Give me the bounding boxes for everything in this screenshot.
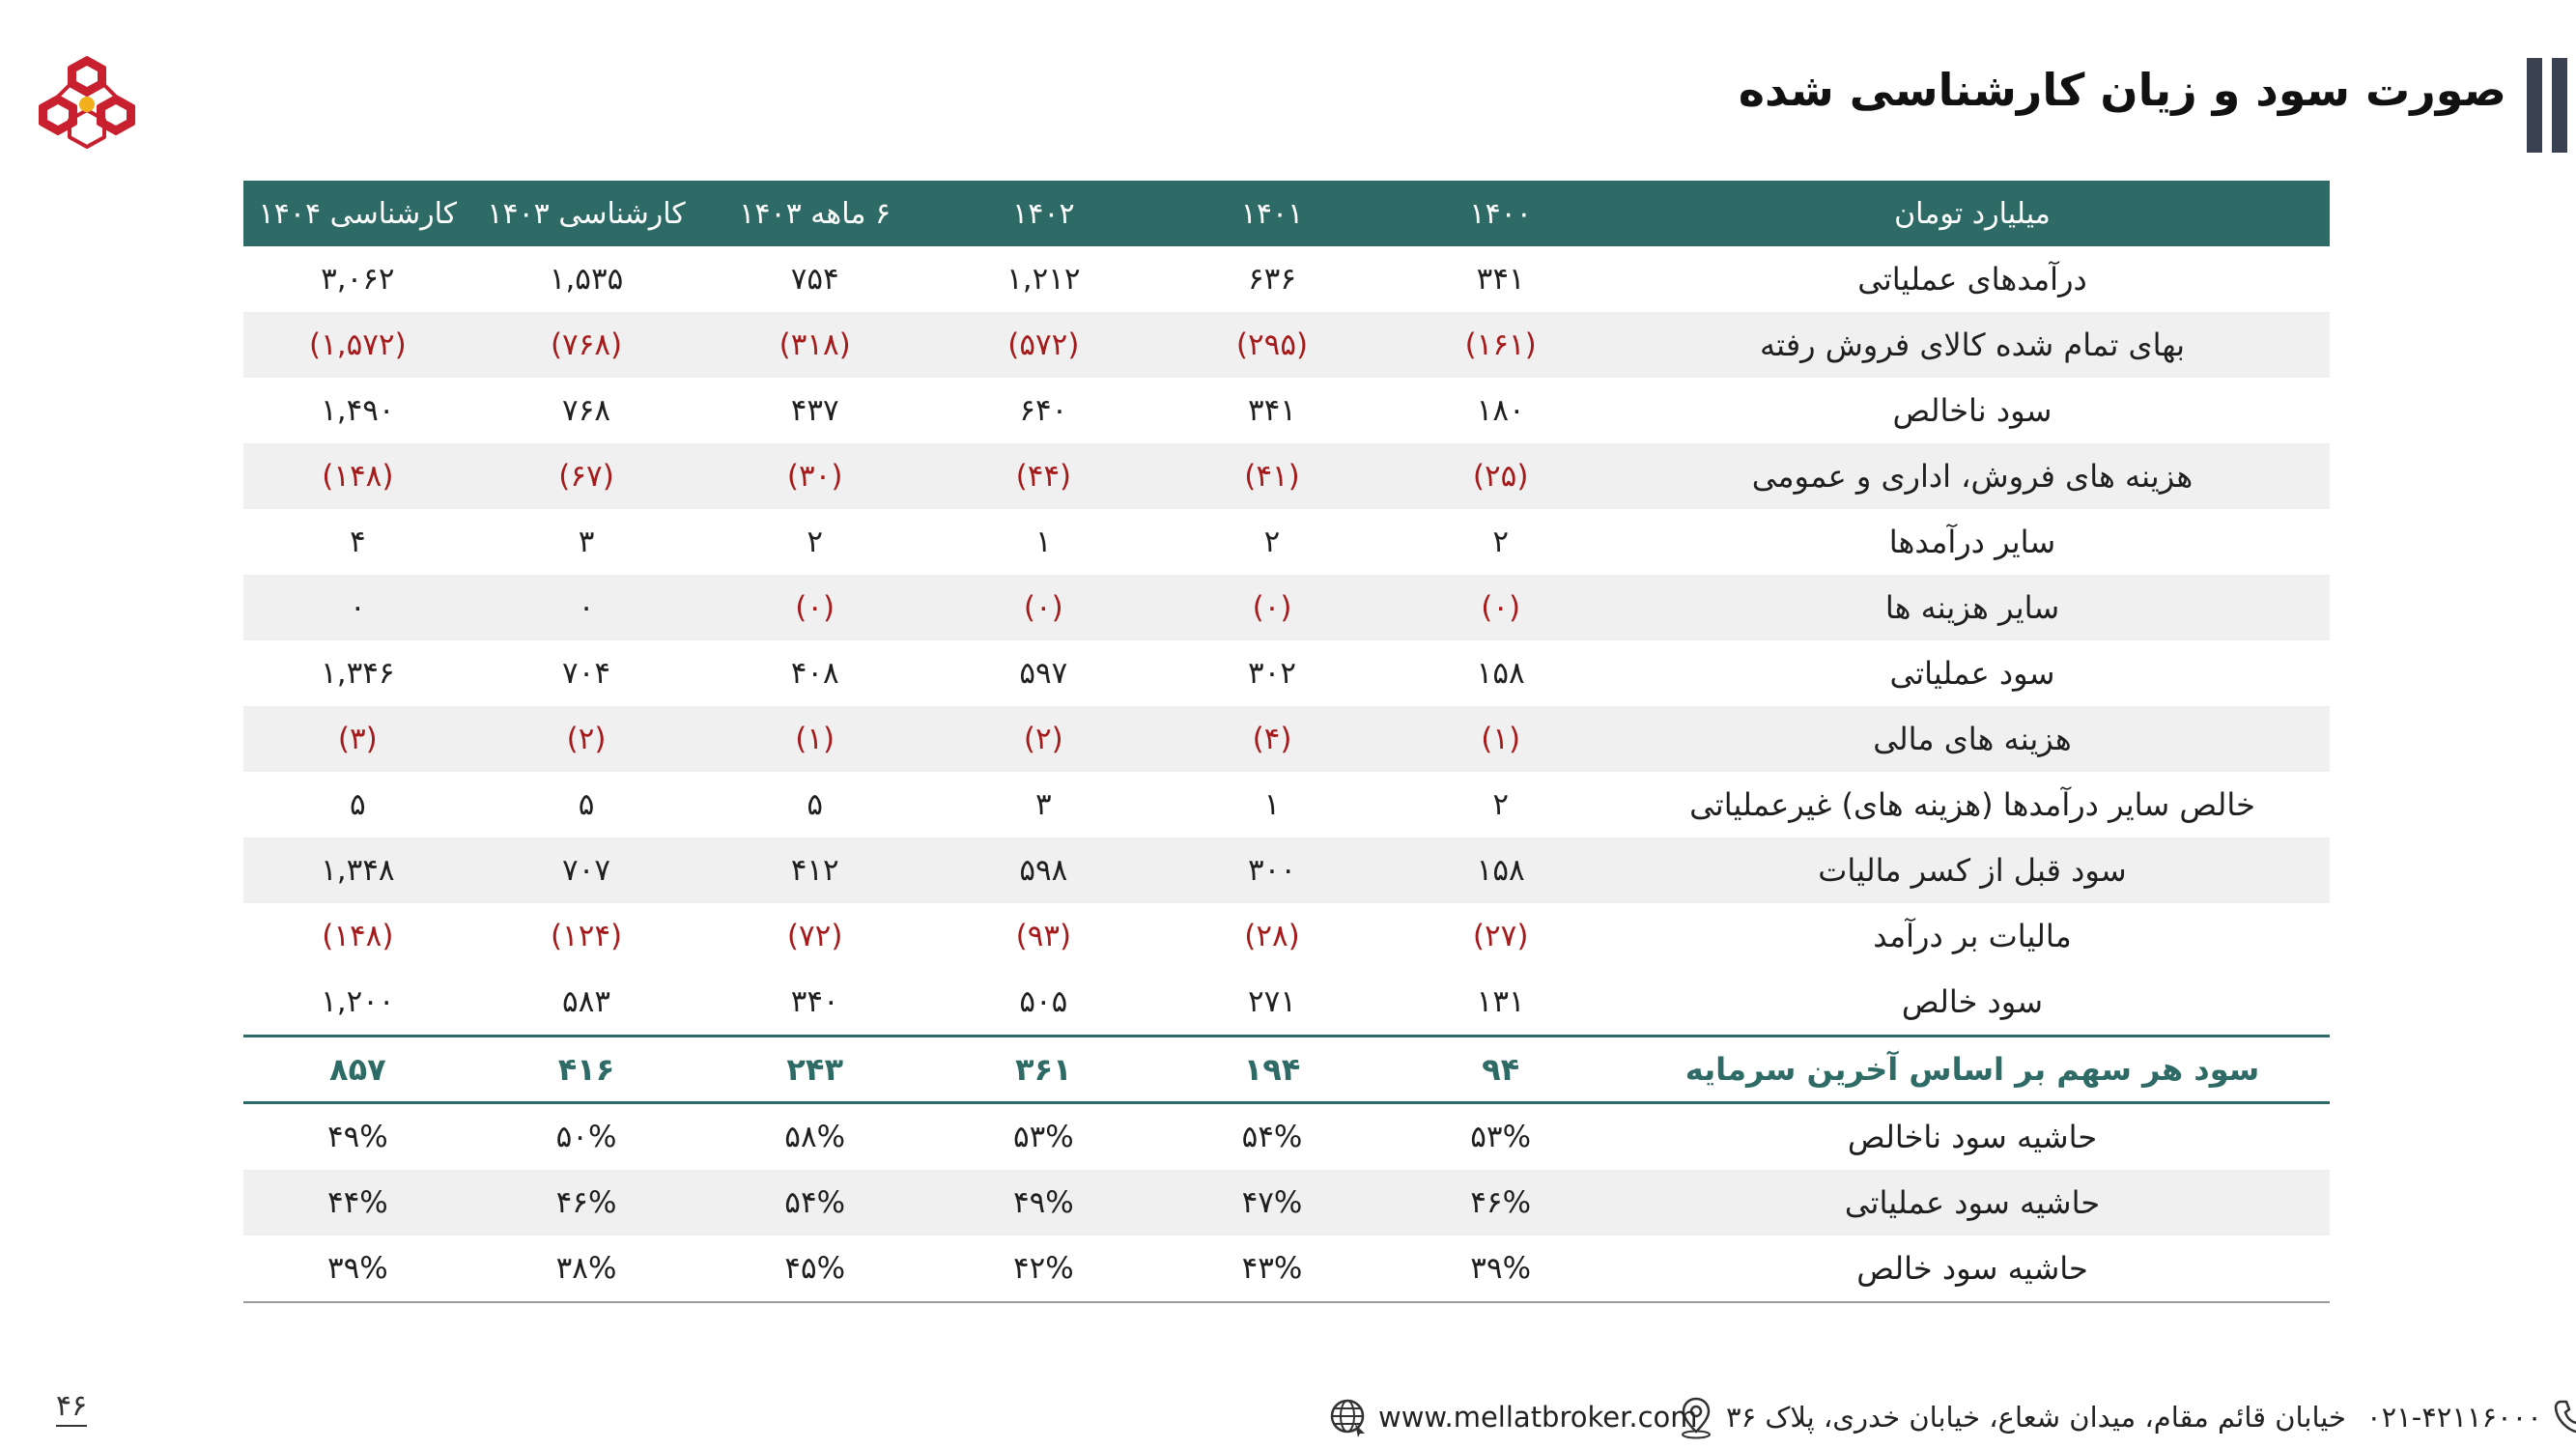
table-cell: (۰) <box>1386 575 1615 640</box>
table-cell: ۵۴% <box>700 1170 929 1236</box>
phone-number: ۰۲۱-۴۲۱۱۶۰۰۰ <box>2366 1401 2542 1434</box>
table-cell: ۴۶% <box>472 1170 701 1236</box>
table-cell: (۰) <box>700 575 929 640</box>
table-cell: (۰) <box>1158 575 1387 640</box>
footer-phone <box>2366 1393 2576 1441</box>
accent-bar <box>2552 58 2567 153</box>
table-cell: ۴۹% <box>929 1170 1158 1236</box>
table-cell: (۰) <box>929 575 1158 640</box>
table-cell: ۵ <box>807 787 824 822</box>
table-cell: ۴۶% <box>1386 1170 1615 1236</box>
table-cell: ۵۹۸ <box>929 838 1158 903</box>
table-cell: (۱,۵۷۲) <box>243 312 472 378</box>
column-header: میلیارد تومان <box>1615 181 2330 246</box>
table-row <box>243 903 2330 969</box>
table-cell: (۷۶۸) <box>472 312 701 378</box>
table-row <box>243 312 2330 378</box>
table-cell: ۵۴% <box>1241 1120 1303 1154</box>
column-header: ۱۴۰۲ <box>929 181 1158 246</box>
footer-address <box>1676 1393 2346 1441</box>
table-row <box>243 838 2330 903</box>
table-cell: (۳) <box>243 706 472 772</box>
table-cell: ۲۴۳ <box>700 1037 929 1103</box>
table-cell: ۵۳% <box>1470 1120 1532 1154</box>
table-cell: ۵۹۷ <box>1019 656 1068 691</box>
row-label: سود قبل از کسر مالیات <box>1615 838 2330 903</box>
table-cell: ۵ <box>578 787 595 822</box>
table-cell: ۹۴ <box>1386 1037 1615 1103</box>
table-cell: (۱۲۴) <box>550 919 623 953</box>
table-cell: ۳۴۰ <box>790 984 839 1019</box>
row-label: سایر درآمدها <box>1888 524 2056 560</box>
table-cell: ۱,۳۴۸ <box>243 838 472 903</box>
table-cell: ۴۱۶ <box>472 1037 701 1103</box>
table-cell: ۱,۳۴۶ <box>321 656 395 691</box>
table-cell: ۱۵۸ <box>1386 838 1615 903</box>
row-label: سود هر سهم بر اساس آخرین سرمایه <box>1615 1037 2330 1103</box>
table-cell: (۴۴) <box>929 443 1158 509</box>
table-cell: (۴۱) <box>1158 443 1387 509</box>
page-title: صورت سود و زیان کارشناسی شده <box>1738 64 2506 116</box>
table-row <box>243 509 2330 575</box>
table-cell: ۷۵۴ <box>790 262 839 297</box>
table-cell: ۵ <box>350 787 366 822</box>
table-cell: (۹۳) <box>1015 919 1072 953</box>
table-cell: ۰ <box>243 575 472 640</box>
phone-icon <box>2552 1398 2576 1436</box>
table-row <box>243 640 2330 706</box>
row-label: بهای تمام شده کالای فروش رفته <box>1615 312 2330 378</box>
column-header: ۶ ماهه ۱۴۰۳ <box>700 181 929 246</box>
column-header: ۱۴۰۰ <box>1386 181 1615 246</box>
table-cell: ۴۰۸ <box>790 656 839 691</box>
row-label: حاشیه سود عملیاتی <box>1615 1170 2330 1236</box>
table-cell: ۶۴۰ <box>1019 393 1068 428</box>
row-label: سود عملیاتی <box>1889 655 2055 692</box>
table-cell: (۵۷۲) <box>929 312 1158 378</box>
table-cell: ۷۰۷ <box>472 838 701 903</box>
table-cell: (۲۵) <box>1386 443 1615 509</box>
table-cell: ۳۹% <box>243 1236 472 1302</box>
table-cell: ۶۳۶ <box>1248 262 1296 297</box>
table-cell: (۷۲) <box>786 919 843 953</box>
table-cell: (۲۸) <box>1244 919 1300 953</box>
table-cell: (۶۷) <box>472 443 701 509</box>
column-header: کارشناسی ۱۴۰۴ <box>243 181 472 246</box>
table-cell: ۳ <box>578 525 595 559</box>
broker-logo <box>37 50 137 151</box>
table-row <box>243 969 2330 1037</box>
row-label: حاشیه سود خالص <box>1615 1236 2330 1302</box>
table-cell: (۴) <box>1158 706 1387 772</box>
table-cell: (۲۷) <box>1472 919 1529 953</box>
table-cell: ۳۴۱ <box>1248 393 1296 428</box>
accent-bar <box>2527 58 2542 153</box>
table-cell: (۲) <box>929 706 1158 772</box>
table-cell: ۱ <box>1263 787 1281 822</box>
table-row <box>243 443 2330 509</box>
table-cell: (۲) <box>472 706 701 772</box>
page-number: ۴۶ <box>56 1389 87 1427</box>
table-cell: ۳۰۲ <box>1248 656 1296 691</box>
row-label: درآمدهای عملیاتی <box>1857 261 2087 298</box>
table-cell: ۳۴۱ <box>1476 262 1525 297</box>
table-cell: ۱۳۱ <box>1476 984 1525 1019</box>
table-cell: ۴۳% <box>1158 1236 1387 1302</box>
table-cell: ۵۰% <box>555 1120 617 1154</box>
row-label: هزینه های فروش، اداری و عمومی <box>1615 443 2330 509</box>
table-cell: ۴ <box>350 525 366 559</box>
table-cell: ۲ <box>807 525 824 559</box>
table-cell: ۱۹۴ <box>1158 1037 1387 1103</box>
table-cell: ۲ <box>1492 525 1509 559</box>
column-header: ۱۴۰۱ <box>1158 181 1387 246</box>
table-cell: ۷۶۸ <box>562 393 610 428</box>
table-cell: (۱۴۸) <box>322 919 394 953</box>
table-cell: ۲ <box>1492 787 1509 822</box>
table-cell: ۸۵۷ <box>243 1037 472 1103</box>
table-row <box>243 575 2330 640</box>
column-header: کارشناسی ۱۴۰۳ <box>472 181 701 246</box>
row-label: سود خالص <box>1901 983 2044 1020</box>
table-row <box>243 1103 2330 1171</box>
table-cell: (۱۴۸) <box>243 443 472 509</box>
table-cell: ۳ <box>1035 787 1052 822</box>
table-row <box>243 378 2330 443</box>
table-cell: ۰ <box>472 575 701 640</box>
table-cell: ۴۳۷ <box>790 393 839 428</box>
income-statement-table <box>243 181 2330 1303</box>
eps-row <box>243 1037 2330 1103</box>
table-cell: ۱ <box>1035 525 1052 559</box>
table-cell: ۱۵۸ <box>1476 656 1525 691</box>
table-cell: ۳۰۰ <box>1158 838 1387 903</box>
table-row <box>243 1236 2330 1302</box>
table-row <box>243 1170 2330 1236</box>
table-cell: ۲۷۱ <box>1248 984 1296 1019</box>
row-label: هزینه های مالی <box>1615 706 2330 772</box>
table-cell: ۵۳% <box>1012 1120 1074 1154</box>
footer-website[interactable] <box>1328 1393 1698 1441</box>
table-row <box>243 706 2330 772</box>
table-cell: ۳,۰۶۲ <box>321 262 395 297</box>
table-cell: ۱,۲۱۲ <box>1006 262 1081 297</box>
address-text: خیابان قائم مقام، میدان شعاع، خیابان خدری، پلاک ۳۶ <box>1726 1401 2346 1434</box>
website-link[interactable]: www.mellatbroker.com <box>1378 1401 1698 1434</box>
table-cell: ۴۵% <box>700 1236 929 1302</box>
row-label: حاشیه سود ناخالص <box>1847 1119 2098 1155</box>
table-cell: ۱۸۰ <box>1476 393 1525 428</box>
table-cell: ۲ <box>1263 525 1281 559</box>
table-cell: (۱) <box>700 706 929 772</box>
table-cell: (۱۶۱) <box>1386 312 1615 378</box>
table-cell: ۵۸۳ <box>562 984 610 1019</box>
table-cell: ۴۱۲ <box>700 838 929 903</box>
table-cell: ۵۰۵ <box>1019 984 1068 1019</box>
table-cell: ۷۰۴ <box>562 656 610 691</box>
table-cell: ۱,۵۳۵ <box>549 262 624 297</box>
table-cell: (۳۰) <box>700 443 929 509</box>
table-row <box>243 246 2330 312</box>
table-cell: (۳۱۸) <box>700 312 929 378</box>
table-cell: (۱) <box>1386 706 1615 772</box>
table-cell: ۵۸% <box>784 1120 846 1154</box>
row-label: خالص سایر درآمدها (هزینه های) غیرعملیاتی <box>1689 786 2255 823</box>
table-cell: ۴۹% <box>326 1120 388 1154</box>
table-cell: ۴۲% <box>929 1236 1158 1302</box>
table-cell: ۱,۴۹۰ <box>321 393 395 428</box>
row-label: سود ناخالص <box>1892 392 2052 429</box>
row-label: سایر هزینه ها <box>1615 575 2330 640</box>
table-cell: (۲۹۵) <box>1158 312 1387 378</box>
table-cell: ۴۷% <box>1158 1170 1387 1236</box>
table-cell: ۱,۲۰۰ <box>321 984 395 1019</box>
row-label: مالیات بر درآمد <box>1873 918 2072 954</box>
globe-icon <box>1328 1397 1369 1437</box>
table-cell: ۳۸% <box>472 1236 701 1302</box>
table-header-row <box>243 181 2330 246</box>
table-row <box>243 772 2330 838</box>
table-cell: ۳۹% <box>1386 1236 1615 1302</box>
table-cell: ۳۶۱ <box>929 1037 1158 1103</box>
table-cell: ۴۴% <box>243 1170 472 1236</box>
